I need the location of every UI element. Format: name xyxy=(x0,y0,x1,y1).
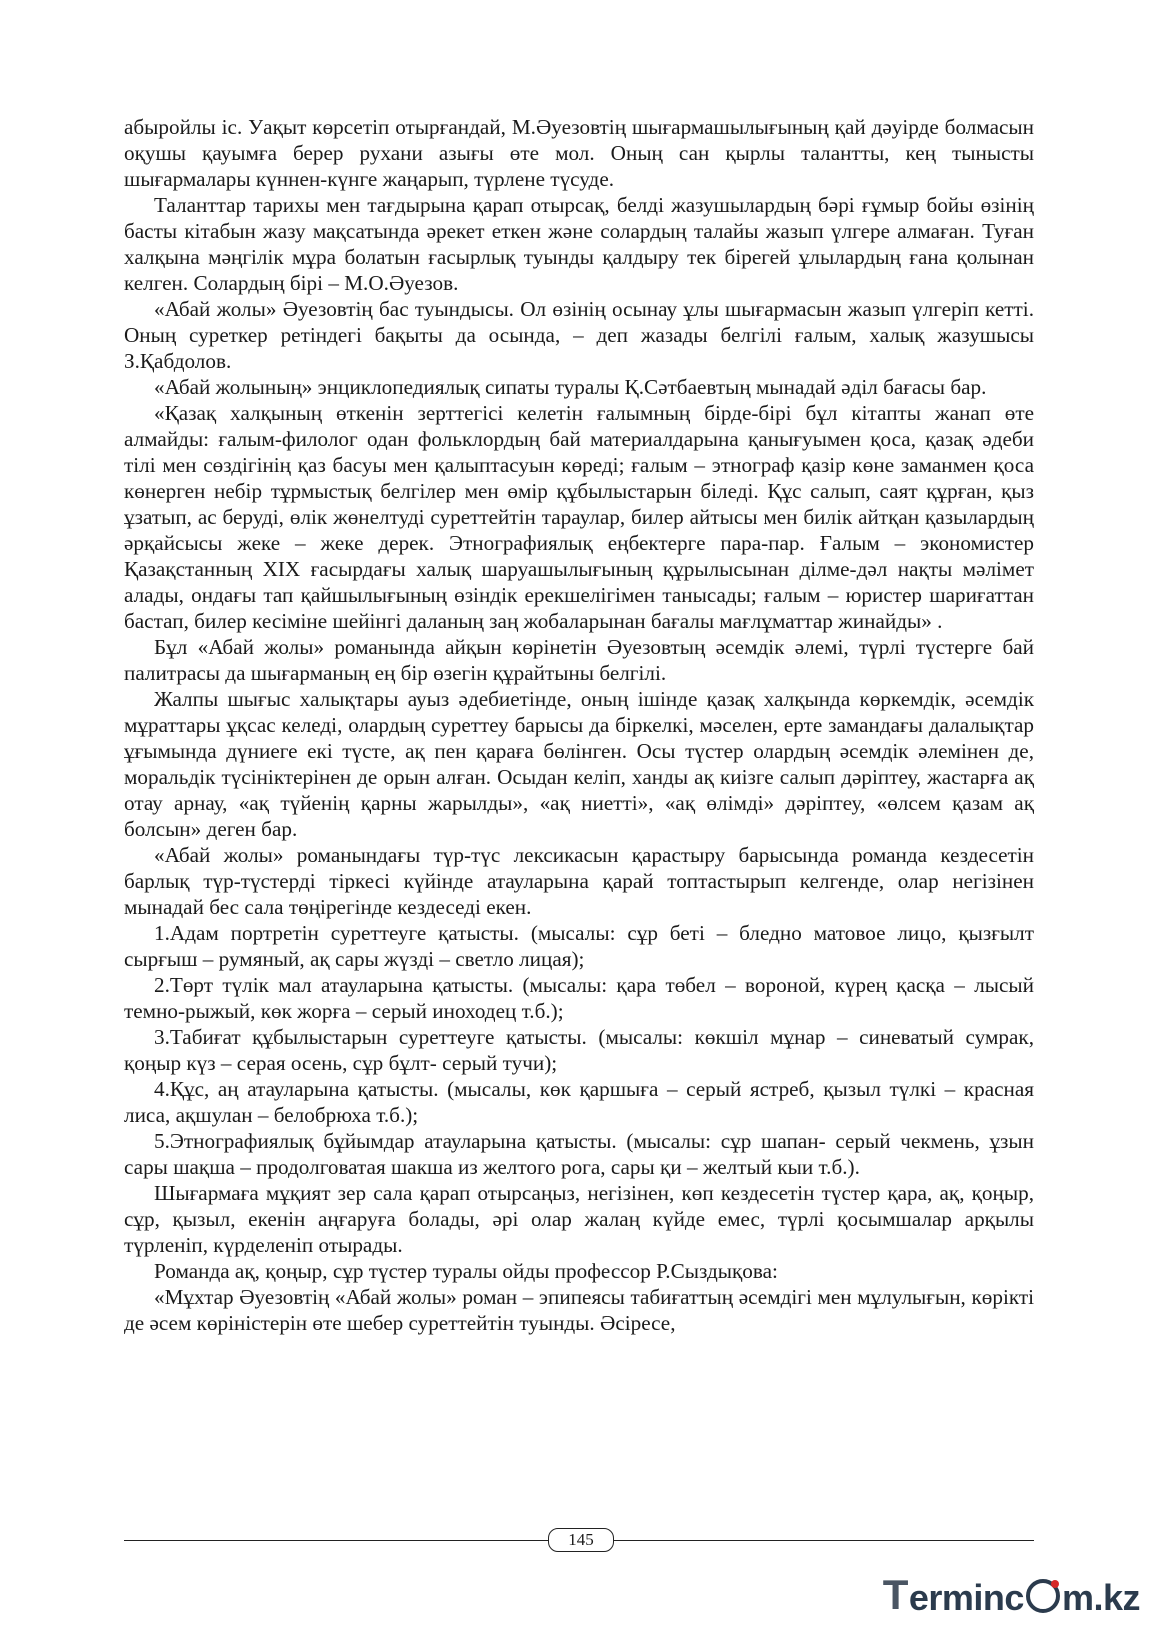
watermark-text-start: erminc xyxy=(908,1577,1024,1618)
paragraph-10: Романда ақ, қоңыр, сұр түстер туралы ойды профессор Р.Сыздықова: xyxy=(154,1259,778,1283)
list-item-3: 3.Табиғат құбылыстарын суреттеуге қатысты. (мысалы: көкшіл мұнар – синеватый сумрак, қоңыр күз – серая осень, сұр бұлт- серый тучи); xyxy=(124,1025,1034,1075)
paragraph-8: «Абай жолы» романындағы түр-түс лексикасын қарастыру барысында романда кездесетін барлық түр-түстерді тіркесі күйінде атауларына қарай топтастырып келгенде, олар негізінен мынадай бес сала төңірегінде кездеседі екен. xyxy=(124,843,1034,919)
list-item-2: 2.Төрт түлік мал атауларына қатысты. (мысалы: қара төбел – вороной, күрең қасқа – лысый темно-рыжый, көк жорға – серый иноходец т.б.); xyxy=(124,973,1034,1023)
watermark-text-end: m.kz xyxy=(1061,1577,1140,1618)
paragraph-2: Таланттар тарихы мен тағдырына қарап отырсақ, белді жазушылардың бәрі ғұмыр бойы өзінің басты кітабын жазу мақсатында әрекет еткен және солардың талайы жазып үлгере алмаған. Туған халқына мәңгілік мұра болатын ғасырлық туынды қалдыру тек бірегей ұлылардың ғана қолынан келген. Солардың бірі – М.О.Әуезов. xyxy=(124,193,1034,295)
watermark-logo xyxy=(883,1571,1140,1619)
list-item-1: 1.Адам портретін суреттеуге қатысты. (мысалы: сұр беті – бледно матовое лицо, қызғылт сырғыш – румяный, ақ сары жүзді – светло лицая); xyxy=(124,921,1034,971)
watermark-o-icon xyxy=(1026,1579,1060,1613)
paragraph-7: Жалпы шығыс халықтары ауыз әдебиетінде, оның ішінде қазақ халқында көркемдік, әсемдік мұраттары ұқсас келеді, олардың суреттеу барысы да біркелкі, мәселен, ерте замандағы далалықтар ұғымында дүниеге екі түсте, ақ пен қараға бөлінген. Осы түстер олардың әсемдік әлемінен де, моральдік түсініктерінен де орын алған. Осыдан келіп, ханды ақ киізге салып дәріптеу, жастарға ақ отау арнау, «ақ түйенің қарны жарылды», «ақ ниетті», «ақ өлімді» дәріптеу, «өлсем қазам ақ болсын» деген бар. xyxy=(124,687,1034,841)
paragraph-11: «Мұхтар Әуезовтің «Абай жолы» роман – эпипеясы табиғаттың әсемдігі мен мұлулығын, көрікті де әсем көріністерін өте шебер суреттейтін туынды. Әсіресе, xyxy=(124,1285,1034,1335)
paragraph-4: «Абай жолының» энциклопедиялық сипаты туралы Қ.Сәтбаевтың мынадай әділ бағасы бар. xyxy=(154,375,987,399)
page-number: 145 xyxy=(548,1528,614,1552)
page-body xyxy=(124,114,1034,1336)
paragraph-9: Шығармаға мұқият зер сала қарап отырсаңыз, негізінен, көп кездесетін түстер қара, ақ, қоңыр, сұр, қызыл, екенін аңғаруға болады, әрі олар жалаң күйде емес, түрлі қосымшалар арқылы түрленіп, күрделеніп отырады. xyxy=(124,1181,1034,1257)
watermark-letter-t: T xyxy=(882,1571,908,1618)
paragraph-1: абыройлы іс. Уақыт көрсетіп отырғандай, М.Әуезовтің шығармашылығының қай дәуірде болмасын оқушы қауымға берер рухани азығы өте мол. Оның сан қырлы талантты, кең тынысты шығармалары күннен-күнге жаңарып, түрлене түсуде. xyxy=(124,115,1034,191)
list-item-4: 4.Құс, аң атауларына қатысты. (мысалы, көк қаршыға – серый ястреб, қызыл түлкі – красная лиса, ақшулан – белобрюха т.б.); xyxy=(124,1077,1034,1127)
paragraph-5-quote: «Қазақ халқының өткенін зерттегісі келетін ғалымның бірде-бірі бұл кітапты жанап өте алмайды: ғалым-филолог одан фольклордың бай материалдарына қанығуымен қоса, қазақ әдеби тілі мен сөздігінің қаз басуы мен қалыптасуын көреді; ғалым – этнограф қазір көне заманмен қоса көнерген небір тұрмыстық белгілер мен өмір құбылыстарын біледі. Құс салып, саят құрған, қыз ұзатып, ас беруді, өлік жөнелтуді суреттейтін тараулар, билер айтысы мен билік айтқан қазылардың әрқайсысы жеке – жеке дерек. Этнографиялық еңбектерге пара-пар. Ғалым – экономистер Қазақстанның XIX ғасырдағы халық шаруашылығының құрылысынан ділме-дәл нақты мәлімет алады, ондағы тап қайшылығының өзіндік ерекшелігімен танысады; ғалым – юристер шариғаттан бастап, билер кесіміне шейінгі даланың заң жобаларынан бағалы мағлұматтар жинайды» . xyxy=(124,401,1034,633)
list-item-5: 5.Этнографиялық бұйымдар атауларына қатысты. (мысалы: сұр шапан- серый чекмень, ұзын сары шақша – продолговатая шакша из желтого рога, сары қи – желтый кыи т.б.). xyxy=(124,1129,1034,1179)
paragraph-3: «Абай жолы» Әуезовтің бас туындысы. Ол өзінің осынау ұлы шығармасын жазып үлгеріп кетті. Оның суреткер ретіндегі бақыты да осында, – деп жазады белгілі ғалым, халық жазушысы З.Қабдолов. xyxy=(124,297,1034,373)
paragraph-6: Бұл «Абай жолы» романында айқын көрінетін Әуезовтың әсемдік әлемі, түрлі түстерге бай палитрасы да шығарманың ең бір өзегін құрайтыны белгілі. xyxy=(124,635,1034,685)
